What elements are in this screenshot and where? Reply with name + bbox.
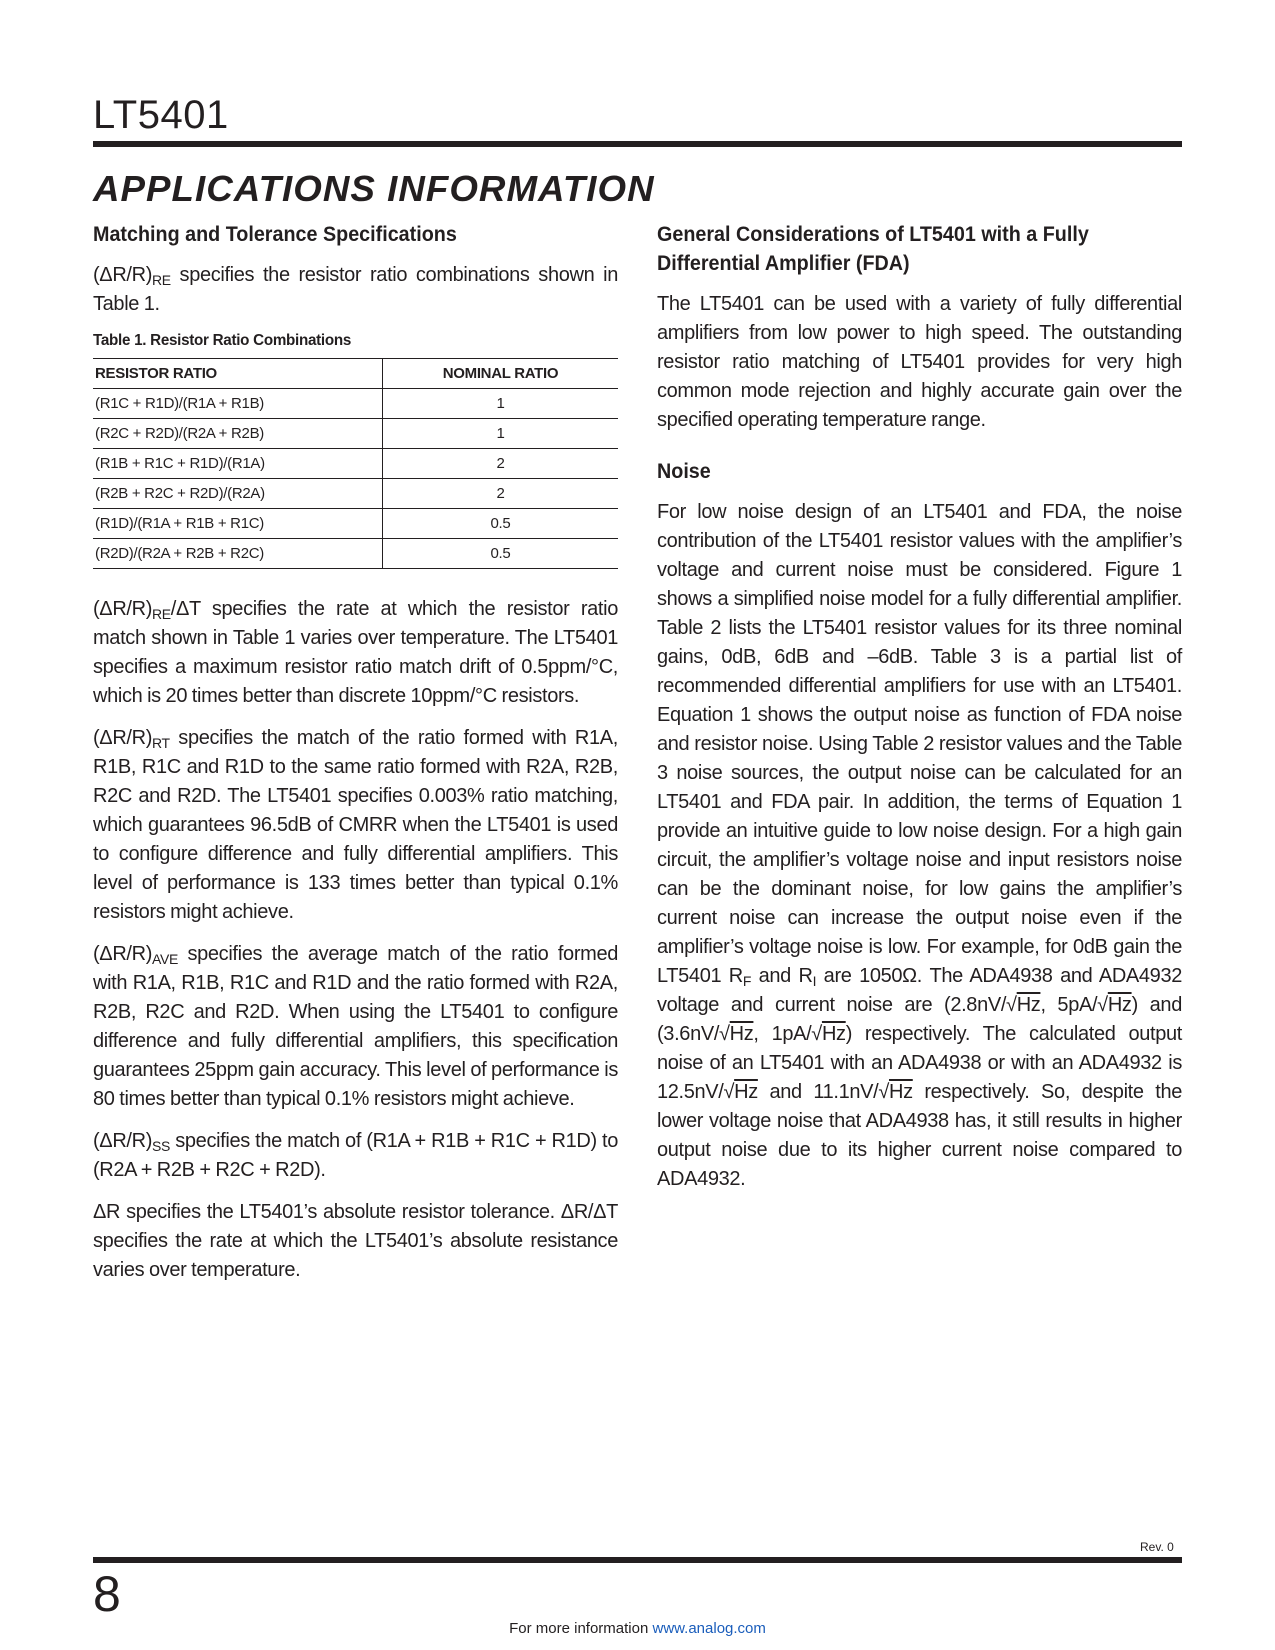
footer-more-info xyxy=(0,1620,1275,1637)
text: specifies the match of (R1A + R1B + R1C + R1D) to (R2A + R2B + R2C + R2D). xyxy=(93,1130,618,1181)
subscript: SS xyxy=(152,1138,171,1154)
text: specifies the average match of the ratio formed with R1A, R1B, R1C and R1D and the ratio formed with R2A, R2B, R2C and R2D. When using the LT5401 to configure difference and fully differential amplifiers, this specification guarantees 25ppm gain accuracy. This level of performance is 80 times better than typical 0.1% resistors might achieve. xyxy=(93,943,618,1110)
paragraph-absolute: ΔR specifies the LT5401’s absolute resistor tolerance. ΔR/ΔT specifies the rate at which the LT5401’s absolute resistance varies over temperature. xyxy=(93,1201,618,1281)
page-number: 8 xyxy=(93,1566,121,1622)
subscript: RE xyxy=(152,606,171,622)
text: and R xyxy=(751,965,813,987)
right-column xyxy=(657,220,1182,1207)
more-info-text: For more information xyxy=(509,1620,653,1637)
table-cell: 0.5 xyxy=(383,509,619,539)
column-header: NOMINAL RATIO xyxy=(383,359,619,389)
text: (ΔR/R) xyxy=(93,727,153,749)
noise-heading: Noise xyxy=(657,460,711,483)
table-cell: (R1D)/(R1A + R1B + R1C) xyxy=(93,509,383,539)
table-caption: Table 1. Resistor Ratio Combinations xyxy=(93,332,352,349)
text: specifies the match of the ratio formed with R1A, R1B, R1C and R1D to the same ratio formed with R2A, R2B, R2C and R2D. The LT5401 specifies 0.003% ratio matching, which guarantees 96.5dB of CMRR when the LT5401 is used to configure difference and fully differential amplifiers. This level of performance is 133 times better than typical 0.1% resistors might achieve. xyxy=(93,727,618,923)
fda-heading-line1: General Considerations of LT5401 with a Fully xyxy=(657,223,1089,246)
text: (ΔR/R) xyxy=(93,1130,153,1152)
top-rule xyxy=(93,141,1182,147)
table-row xyxy=(93,449,618,479)
table-cell: (R2C + R2D)/(R2A + R2B) xyxy=(93,419,383,449)
subscript: RT xyxy=(152,735,170,751)
sqrt-hz: Hz xyxy=(1107,994,1132,1016)
column-header: RESISTOR RATIO xyxy=(93,359,383,389)
paragraph-ave xyxy=(93,940,618,1114)
revision-label: Rev. 0 xyxy=(1140,1540,1174,1554)
paragraph-rt xyxy=(93,724,618,927)
text: specifies the resistor ratio combinations shown in Table 1. xyxy=(93,264,618,315)
table-cell: 0.5 xyxy=(383,539,619,569)
sqrt-hz: Hz xyxy=(1016,994,1041,1016)
table-header-row xyxy=(93,359,618,389)
sqrt-hz: Hz xyxy=(821,1023,846,1045)
table-cell: 1 xyxy=(383,419,619,449)
paragraph-ss xyxy=(93,1127,618,1185)
text: are 1050Ω. The ADA4938 and ADA4932 voltage and current noise are (2.8nV/√ xyxy=(657,965,1182,1016)
table-cell: (R1C + R1D)/(R1A + R1B) xyxy=(93,389,383,419)
text: ) respectively. The calculated output noise of an LT5401 with an ADA4938 or with an ADA4932 is 12.5nV/√ xyxy=(657,1023,1182,1103)
analog-link[interactable]: www.analog.com xyxy=(652,1620,766,1637)
table-row xyxy=(93,539,618,569)
table-row xyxy=(93,389,618,419)
table-row xyxy=(93,419,618,449)
text: respectively. So, despite the lower voltage noise that ADA4938 has, it still results in higher output noise due to its higher current noise compared to ADA4932. xyxy=(657,1081,1182,1190)
text: (ΔR/R) xyxy=(93,598,153,620)
resistor-ratio-table xyxy=(93,358,618,569)
text: /ΔT specifies the rate at which the resistor ratio match shown in Table 1 varies over temperature. The LT5401 specifies a maximum resistor ratio match drift of 0.5ppm/°C, which is 20 times better than discrete 10ppm/°C resistors. xyxy=(93,598,618,707)
text: , 1pA/√ xyxy=(753,1023,822,1045)
subscript: I xyxy=(812,973,817,989)
section-title: APPLICATIONS INFORMATION xyxy=(93,168,655,209)
table-row xyxy=(93,479,618,509)
table-cell: (R1B + R1C + R1D)/(R1A) xyxy=(93,449,383,479)
subscript: F xyxy=(742,973,752,989)
bottom-rule xyxy=(93,1557,1182,1563)
table-cell: 2 xyxy=(383,479,619,509)
table-cell: 2 xyxy=(383,449,619,479)
table-cell: 1 xyxy=(383,389,619,419)
subscript: RE xyxy=(152,272,171,288)
subscript: AVE xyxy=(152,951,178,967)
text: For low noise design of an LT5401 and FDA, the noise contribution of the LT5401 resistor values with the amplifier’s voltage and current noise must be considered. Figure 1 shows a simplified noise model for a fully differential amplifier. Table 2 lists the LT5401 resistor values for its three nominal gains, 0dB, 6dB and –6dB. Table 3 is a partial list of recommended differential amplifiers for use with an LT5401. Equation 1 shows the output noise as function of FDA noise and resistor noise. Using Table 2 resistor values and the Table 3 noise sources, the output noise can be calculated for an LT5401 and FDA pair. In addition, the terms of Equation 1 provide an intuitive guide to low noise design. For a high gain circuit, the amplifier’s voltage noise and input resistors noise can be the dominant noise, for low gains the amplifier’s current noise can increase the output noise even if the amplifier’s voltage noise is low. For example, for 0dB gain the LT5401 R xyxy=(657,501,1182,987)
sqrt-hz: Hz xyxy=(889,1081,913,1103)
matching-heading: Matching and Tolerance Specifications xyxy=(93,223,457,246)
text: ) and (3.6nV/√ xyxy=(657,994,1182,1045)
paragraph-re-drift xyxy=(93,595,618,711)
paragraph-re xyxy=(93,261,618,319)
text: , 5pA/√ xyxy=(1040,994,1108,1016)
paragraph-noise xyxy=(657,498,1182,1194)
text: (ΔR/R) xyxy=(93,943,153,965)
paragraph-general: The LT5401 can be used with a variety of fully differential amplifiers from low power to high speed. The outstanding resistor ratio matching of LT5401 provides for very high common mode rejection and highly accurate gain over the specified operating temperature range. xyxy=(657,293,1182,431)
sqrt-hz: Hz xyxy=(729,1023,754,1045)
table-cell: (R2D)/(R2A + R2B + R2C) xyxy=(93,539,383,569)
table-row xyxy=(93,509,618,539)
text: and 11.1nV/√ xyxy=(757,1081,890,1103)
fda-heading-line2: Differential Amplifier (FDA) xyxy=(657,252,910,275)
sqrt-hz: Hz xyxy=(734,1081,758,1103)
text: (ΔR/R) xyxy=(93,264,153,286)
left-column xyxy=(93,220,618,1298)
table-cell: (R2B + R2C + R2D)/(R2A) xyxy=(93,479,383,509)
part-number: LT5401 xyxy=(93,93,229,137)
